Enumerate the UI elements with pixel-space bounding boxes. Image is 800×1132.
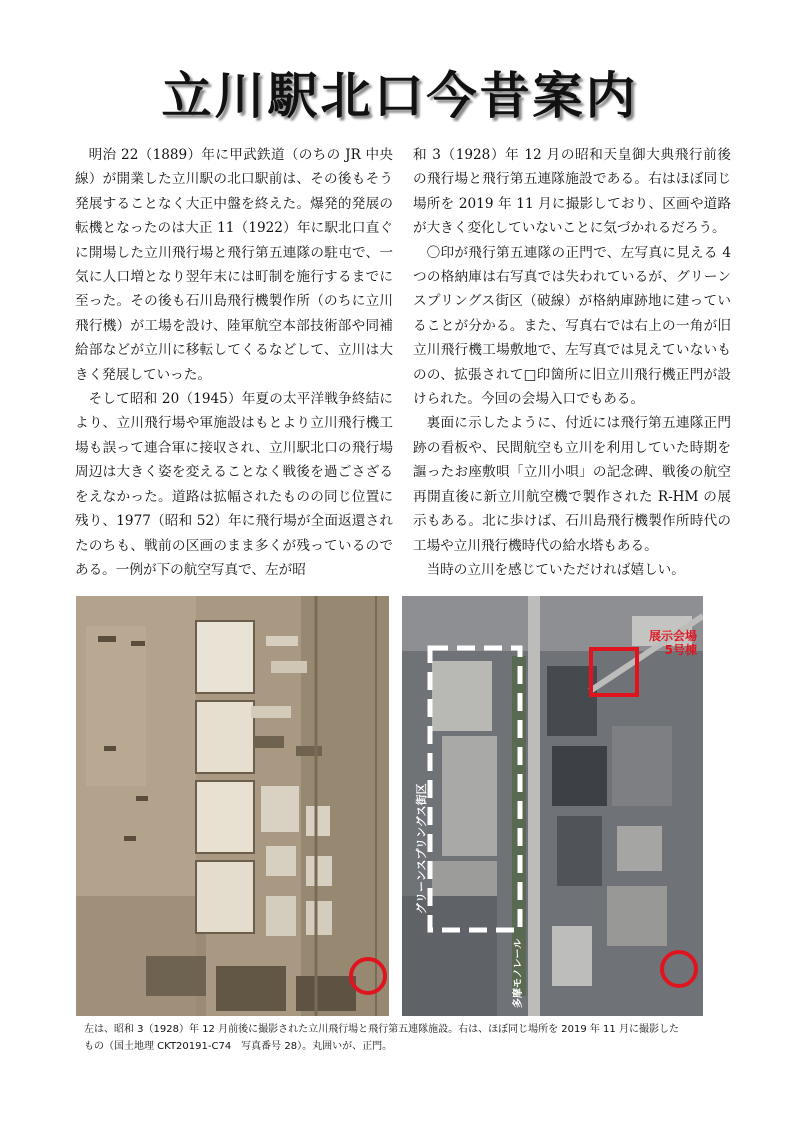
venue-number-label: 5号棟	[664, 643, 697, 657]
body-text-right-column	[413, 143, 731, 582]
paragraph: そして昭和 20（1945）年夏の太平洋戦争終結により、立川飛行場や軍施設はもとより立川飛行機工場も誤って連合軍に接収され、立川駅北口の飛行場周辺は大きく姿を変えることなく戦後を過ごさざるをえなかった。道路は拡幅されたものの同じ位置に残り、1977（昭和 52）年に飛行場が全面返還されたのちも、戦前の区画のまま多くが残っているのである。一例が下の航空写真で、左が昭	[75, 391, 393, 578]
page-title: 立川駅北口今昔案内	[161, 67, 639, 125]
paragraph: 〇印が飛行第五連隊の正門で、左写真に見える 4 つの格納庫は右写真では失われているが、グリーンスプリングス街区（破線）が格納庫跡地に建っていることが分かる。また、写真右では右上の一角が旧立川飛行機工場敷地で、左写真では見えていないものの、拡張されて□印箇所に旧立川飛行機正門が設けられた。今回の会場入口でもある。	[413, 244, 731, 408]
paragraph: 当時の立川を感じていただければ嬉しい。	[426, 561, 685, 578]
paragraph: 和 3（1928）年 12 月の昭和天皇御大典飛行前後の飛行場と飛行第五連隊施設である。右はほぼ同じ場所を 2019 年 11 月に撮影しており、区画や道路が大きく変化していないことに気づかれるだろう。	[413, 147, 731, 237]
monorail-label: 多摩モノレール	[513, 938, 524, 1008]
district-label: グリーンスプリングス街区	[415, 783, 428, 914]
body-text-left-column	[75, 143, 393, 582]
aerial-photo-2019	[402, 596, 703, 1016]
venue-label: 展示会場	[648, 629, 697, 643]
paragraph: 明治 22（1889）年に甲武鉄道（のちの JR 中央線）が開業した立川駅の北口駅前は、その後もそう発展することなく大正中盤を終えた。爆発的発展の転機となったのは大正 11（1922）年に駅北口直ぐに開場した立川飛行場と飛行第五連隊の駐屯で、一気に人口増となり翌年末には町制を施行するまでに至った。その後も石川島飛行機製作所（のちに立川飛行機）が工場を設け、陸軍航空本部技術部や同補給部などが立川に移転してくるなどして、立川は大きく発展していった。	[75, 147, 393, 383]
paragraph: 裏面に示したように、付近には飛行第五連隊正門跡の看板や、民間航空も立川を利用していた時期を謳ったお座敷唄「立川小唄」の記念碑、戦後の航空再開直後に新立川航空機で製作された R-HM の展示もある。北に歩けば、石川島飛行機製作所時代の工場や立川飛行機時代の給水塔もある。	[413, 415, 731, 554]
aerial-photo-1928	[76, 596, 389, 1016]
photo-caption	[84, 1021, 709, 1055]
caption-line: もの（国土地理 CKT20191-C74 写真番号 28）。丸囲いが、正門。	[84, 1041, 393, 1052]
caption-line: 左は、昭和 3（1928）年 12 月前後に撮影された立川飛行場と飛行第五連隊施設。右は、ほぼ同じ場所を 2019 年 11 月に撮影した	[84, 1024, 679, 1035]
